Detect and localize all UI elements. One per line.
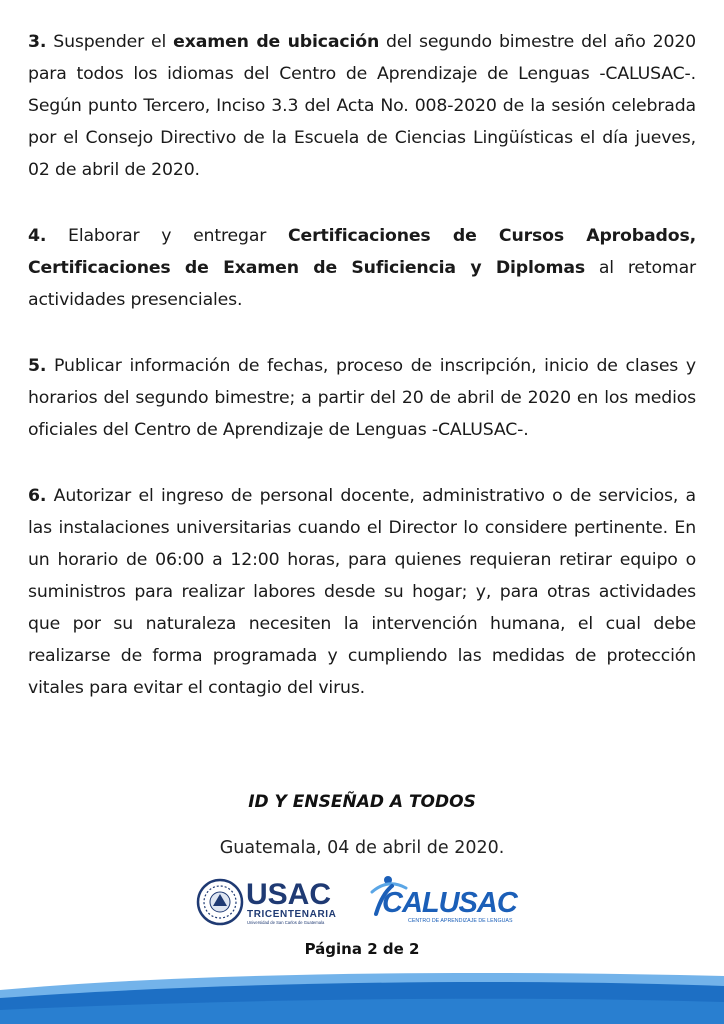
calusac-subtitle-text: CENTRO DE APRENDIZAJE DE LENGUAS	[408, 918, 513, 924]
paragraph-4	[28, 220, 696, 316]
paragraph-text: Autorizar el ingreso de personal docente, administrativo o de servicios, a las instalaciones universitarias cuando el Director lo considere pertinente. En un horario de 06:00 a 12:00 horas, para quienes requieran retirar equipo o suministros para realizar labores desde su hogar; y, para otras actividades que por su naturaleza necesiten la intervención humana, el cual debe realizarse de forma programada y cumpliendo las medidas de protección vitales para evitar el contagio del virus.	[28, 486, 696, 698]
usac-university-text: Universidad de San Carlos de Guatemala	[247, 920, 325, 925]
paragraph-bold-text: examen de ubicación	[173, 32, 380, 52]
usac-logo-text: USAC	[246, 878, 332, 911]
calusac-logo-text: CALUSAC	[382, 887, 517, 919]
logos	[196, 872, 536, 936]
paragraph-number: 5.	[28, 356, 47, 376]
paragraph-number: 4.	[28, 226, 47, 246]
footer-wave-decoration	[0, 968, 724, 1024]
dateline: Guatemala, 04 de abril de 2020.	[219, 838, 505, 858]
paragraph-text: Elaborar y entregar	[46, 226, 289, 246]
paragraph-text: del segundo bimestre del año 2020 para todos los idiomas del Centro de Aprendizaje de Lenguas -CALUSAC-. Según punto Tercero, Inciso 3.3 del Acta No. 008-2020 de la sesión celebrada por el Consejo Directivo de la Escuela de Ciencias Lingüísticas el día jueves, 02 de abril de 2020.	[28, 32, 697, 180]
paragraph-text: Publicar información de fechas, proceso de inscripción, inicio de clases y horarios del segundo bimestre; a partir del 20 de abril de 2020 en los medios oficiales del Centro de Aprendizaje de Lenguas -CALUSAC-.	[28, 356, 696, 440]
paragraph-3	[28, 26, 696, 186]
paragraph-text: al retomar actividades presenciales.	[28, 258, 696, 310]
paragraph-5	[28, 350, 696, 446]
paragraph-number: 6.	[28, 486, 47, 506]
page-number: Página 2 de 2	[304, 940, 420, 958]
usac-seal-icon	[198, 880, 242, 924]
usac-tricentenaria-text: TRICENTENARIA	[247, 909, 337, 920]
paragraph-bold-text: Certificaciones de Cursos Aprobados, Certificaciones de Examen de Suficiencia y Diplomas	[28, 226, 696, 278]
document-body	[28, 26, 696, 738]
paragraph-text: Suspender el	[46, 32, 174, 52]
motto: ID Y ENSEÑAD A TODOS	[248, 792, 476, 812]
paragraph-6	[28, 480, 696, 704]
paragraph-number: 3.	[28, 32, 47, 52]
